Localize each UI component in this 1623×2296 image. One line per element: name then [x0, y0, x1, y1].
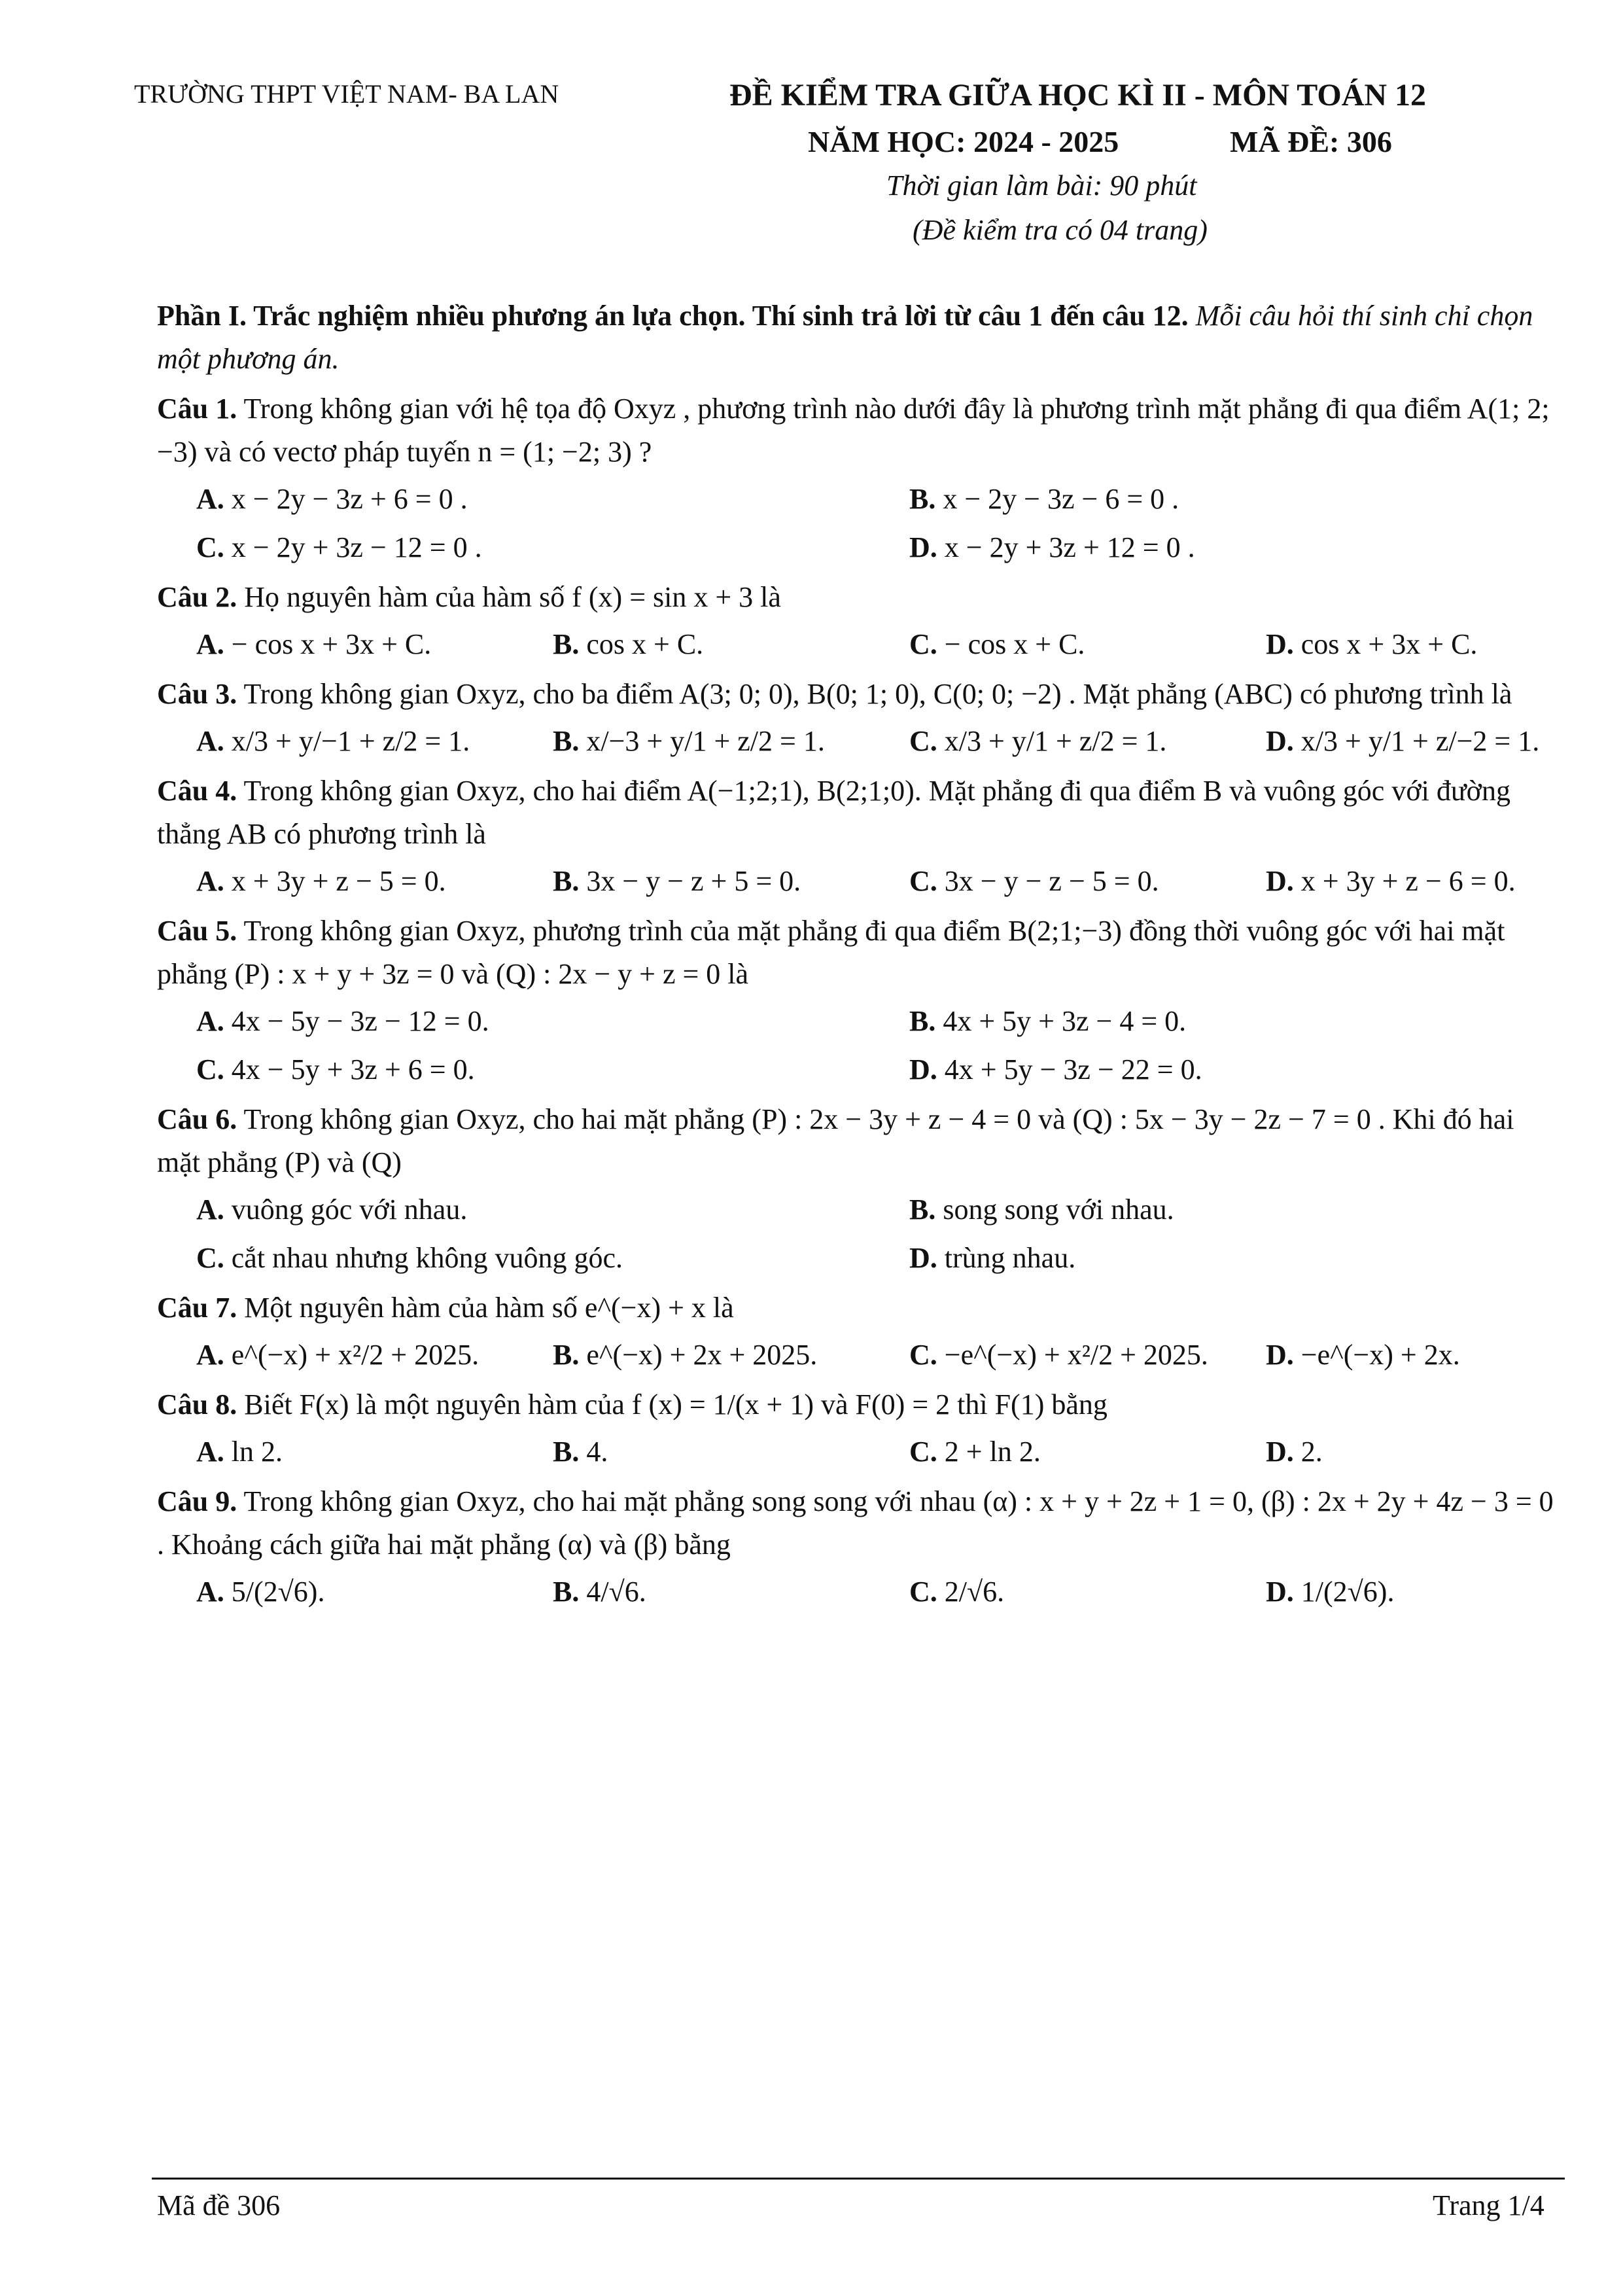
- footer-exam-code: Mã đề 306: [157, 2189, 281, 2221]
- answer-options: [196, 623, 1563, 666]
- option-text: 3x − y − z − 5 = 0.: [944, 865, 1159, 897]
- option-text: x − 2y + 3z − 12 = 0 .: [231, 531, 482, 563]
- option-text: e^(−x) + x²/2 + 2025.: [231, 1339, 480, 1371]
- answer-option[interactable]: [196, 1570, 553, 1614]
- option-text: cos x + 3x + C.: [1300, 628, 1478, 660]
- option-text: 2.: [1300, 1436, 1323, 1468]
- question-text: Trong không gian Oxyz, cho hai mặt phẳng song song với nhau (α) : x + y + 2z + 1 = 0, (β) : 2x + 2y + 4z − 3 = 0 . Khoảng cách giữa hai mặt phẳng (α) và (β) bằng: [157, 1485, 1554, 1561]
- option-text: 3x − y − z + 5 = 0.: [586, 865, 801, 897]
- answer-option[interactable]: [553, 1333, 909, 1377]
- option-letter: C.: [909, 865, 937, 897]
- option-letter: C.: [196, 531, 224, 563]
- option-letter: C.: [909, 1339, 937, 1371]
- answer-option[interactable]: [196, 1237, 909, 1280]
- option-text: 4x + 5y + 3z − 4 = 0.: [943, 1005, 1187, 1037]
- question-2: [157, 576, 1563, 666]
- question-label: Câu 7.: [157, 1292, 237, 1324]
- option-letter: C.: [196, 1242, 224, 1274]
- question-text: Một nguyên hàm của hàm số e^(−x) + x là: [244, 1292, 734, 1324]
- option-letter: B.: [553, 1436, 580, 1468]
- answer-option[interactable]: [909, 1430, 1266, 1474]
- answer-option[interactable]: [909, 526, 1563, 569]
- answer-option[interactable]: [909, 478, 1563, 521]
- question-text: Họ nguyên hàm của hàm số f (x) = sin x + 3 là: [244, 581, 781, 613]
- answer-options: [196, 478, 1563, 569]
- answer-option[interactable]: [909, 623, 1266, 666]
- answer-option[interactable]: [1266, 1570, 1593, 1614]
- section-heading: [157, 294, 1563, 381]
- answer-option[interactable]: [1266, 623, 1593, 666]
- answer-options: [196, 720, 1563, 763]
- answer-option[interactable]: [909, 1048, 1563, 1091]
- footer-page-number: Trang 1/4: [1433, 2189, 1544, 2221]
- option-letter: B.: [553, 1339, 580, 1371]
- option-letter: B.: [909, 1005, 936, 1037]
- answer-option[interactable]: [1266, 720, 1593, 763]
- answer-option[interactable]: [909, 1237, 1563, 1280]
- question-5: [157, 910, 1563, 1091]
- option-text: x + 3y + z − 6 = 0.: [1300, 865, 1516, 897]
- question-text: Trong không gian Oxyz, cho ba điểm A(3; 0; 0), B(0; 1; 0), C(0; 0; −2) . Mặt phẳng (ABC) có phương trình là: [243, 678, 1512, 710]
- option-letter: D.: [1266, 628, 1294, 660]
- option-text: 4x − 5y + 3z + 6 = 0.: [231, 1053, 475, 1086]
- question-label: Câu 5.: [157, 915, 237, 947]
- option-text: x + 3y + z − 5 = 0.: [231, 865, 446, 897]
- option-text: x/3 + y/1 + z/2 = 1.: [944, 725, 1167, 757]
- answer-option[interactable]: [1266, 1333, 1593, 1377]
- option-text: x − 2y − 3z − 6 = 0 .: [943, 483, 1179, 515]
- option-text: x/3 + y/1 + z/−2 = 1.: [1300, 725, 1540, 757]
- option-text: 4.: [586, 1436, 608, 1468]
- question-label: Câu 8.: [157, 1388, 237, 1421]
- option-letter: D.: [909, 531, 937, 563]
- answer-options: [196, 1570, 1563, 1614]
- answer-options: [196, 1430, 1563, 1474]
- option-letter: C.: [909, 725, 937, 757]
- answer-option[interactable]: [196, 1048, 909, 1091]
- answer-option[interactable]: [909, 1570, 1266, 1614]
- question-label: Câu 2.: [157, 581, 237, 613]
- answer-option[interactable]: [196, 1333, 553, 1377]
- option-letter: A.: [196, 1576, 224, 1608]
- answer-option[interactable]: [909, 1333, 1266, 1377]
- answer-option[interactable]: [196, 478, 909, 521]
- option-letter: A.: [196, 725, 224, 757]
- option-text: 2/√6.: [944, 1576, 1005, 1608]
- question-1: [157, 387, 1563, 569]
- option-text: − cos x + 3x + C.: [231, 628, 432, 660]
- option-letter: D.: [1266, 1576, 1294, 1608]
- option-letter: C.: [909, 1436, 937, 1468]
- answer-option[interactable]: [553, 623, 909, 666]
- option-text: 4x − 5y − 3z − 12 = 0.: [231, 1005, 489, 1037]
- answer-options: [196, 1188, 1563, 1280]
- option-text: x − 2y − 3z + 6 = 0 .: [231, 483, 468, 515]
- answer-option[interactable]: [196, 623, 553, 666]
- exam-title: ĐỀ KIỂM TRA GIỮA HỌC KÌ II - MÔN TOÁN 12: [729, 78, 1427, 113]
- option-letter: B.: [553, 1576, 580, 1608]
- question-text: Trong không gian Oxyz, cho hai mặt phẳng (P) : 2x − 3y + z − 4 = 0 và (Q) : 5x − 3y − 2z − 7 = 0 . Khi đó hai mặt phẳng (P) và (Q): [157, 1103, 1514, 1178]
- answer-option[interactable]: [909, 860, 1266, 903]
- option-letter: A.: [196, 1005, 224, 1037]
- option-text: −e^(−x) + 2x.: [1300, 1339, 1460, 1371]
- school-name: TRƯỜNG THPT VIỆT NAM- BA LAN: [134, 79, 559, 109]
- question-7: [157, 1286, 1563, 1377]
- option-letter: B.: [553, 725, 580, 757]
- option-text: 2 + ln 2.: [944, 1436, 1041, 1468]
- answer-option[interactable]: [553, 860, 909, 903]
- answer-option[interactable]: [196, 1000, 909, 1043]
- option-text: e^(−x) + 2x + 2025.: [586, 1339, 818, 1371]
- option-letter: C.: [909, 1576, 937, 1608]
- option-letter: D.: [1266, 725, 1294, 757]
- option-text: x/3 + y/−1 + z/2 = 1.: [231, 725, 470, 757]
- answer-option[interactable]: [909, 1188, 1563, 1231]
- option-text: trùng nhau.: [944, 1242, 1076, 1274]
- option-letter: C.: [909, 628, 937, 660]
- option-text: song song với nhau.: [943, 1193, 1174, 1226]
- question-label: Câu 9.: [157, 1485, 237, 1517]
- question-text: Trong không gian Oxyz, cho hai điểm A(−1;2;1), B(2;1;0). Mặt phẳng đi qua điểm B và vuông góc với đường thẳng AB có phương trình là: [157, 775, 1510, 850]
- answer-option[interactable]: [553, 1570, 909, 1614]
- option-text: 4/√6.: [586, 1576, 646, 1608]
- answer-option[interactable]: [909, 720, 1266, 763]
- answer-options: [196, 1333, 1563, 1377]
- answer-options: [196, 860, 1563, 903]
- option-text: ln 2.: [231, 1436, 283, 1468]
- exam-content: [157, 294, 1563, 1616]
- question-label: Câu 1.: [157, 393, 237, 425]
- option-letter: A.: [196, 628, 224, 660]
- option-text: −e^(−x) + x²/2 + 2025.: [944, 1339, 1208, 1371]
- question-9: [157, 1480, 1563, 1614]
- answer-option[interactable]: [196, 1430, 553, 1474]
- option-letter: A.: [196, 865, 224, 897]
- option-text: 4x + 5y − 3z − 22 = 0.: [944, 1053, 1202, 1086]
- option-text: cos x + C.: [586, 628, 704, 660]
- option-text: cắt nhau nhưng không vuông góc.: [231, 1242, 623, 1274]
- question-text: Trong không gian Oxyz, phương trình của mặt phẳng đi qua điểm B(2;1;−3) đồng thời vuông góc với hai mặt phẳng (P) : x + y + 3z = 0 và (Q) : 2x − y + z = 0 là: [157, 915, 1505, 990]
- option-letter: D.: [1266, 1436, 1294, 1468]
- option-letter: A.: [196, 1193, 224, 1226]
- exam-time: Thời gian làm bài: 90 phút: [886, 169, 1197, 202]
- question-text: Biết F(x) là một nguyên hàm của f (x) = 1/(x + 1) và F(0) = 2 thì F(1) bằng: [244, 1388, 1108, 1421]
- answer-option[interactable]: [196, 526, 909, 569]
- answer-option[interactable]: [196, 860, 553, 903]
- answer-option[interactable]: [1266, 860, 1593, 903]
- option-letter: A.: [196, 483, 224, 515]
- option-letter: B.: [909, 483, 936, 515]
- option-letter: A.: [196, 1339, 224, 1371]
- question-list: [157, 387, 1563, 1614]
- answer-option[interactable]: [553, 720, 909, 763]
- option-text: 5/(2√6).: [231, 1576, 325, 1608]
- question-6: [157, 1098, 1563, 1280]
- section-note: Mỗi câu hỏi thí sinh chỉ chọn một phương án.: [157, 300, 1533, 375]
- option-text: − cos x + C.: [944, 628, 1085, 660]
- option-text: x/−3 + y/1 + z/2 = 1.: [586, 725, 825, 757]
- question-8: [157, 1383, 1563, 1474]
- option-letter: C.: [196, 1053, 224, 1086]
- question-3: [157, 673, 1563, 763]
- option-letter: D.: [1266, 865, 1294, 897]
- option-letter: D.: [1266, 1339, 1294, 1371]
- pages-note: (Đề kiểm tra có 04 trang): [913, 214, 1208, 246]
- option-text: vuông góc với nhau.: [231, 1193, 468, 1226]
- question-label: Câu 4.: [157, 775, 237, 807]
- section-title: Phần I. Trắc nghiệm nhiều phương án lựa chọn. Thí sinh trả lời từ câu 1 đến câu 12.: [157, 300, 1189, 332]
- answer-option[interactable]: [553, 1430, 909, 1474]
- question-text: Trong không gian với hệ tọa độ Oxyz , phương trình nào dưới đây là phương trình mặt phẳng đi qua điểm A(1; 2; −3) và có vectơ pháp tuyến n = (1; −2; 3) ?: [157, 393, 1550, 468]
- option-letter: D.: [909, 1242, 937, 1274]
- answer-options: [196, 1000, 1563, 1091]
- question-4: [157, 769, 1563, 903]
- option-letter: B.: [553, 865, 580, 897]
- question-label: Câu 3.: [157, 678, 237, 710]
- option-text: 1/(2√6).: [1300, 1576, 1395, 1608]
- exam-code: MÃ ĐỀ: 306: [1230, 125, 1392, 158]
- option-text: x − 2y + 3z + 12 = 0 .: [944, 531, 1195, 563]
- answer-option[interactable]: [196, 1188, 909, 1231]
- option-letter: D.: [909, 1053, 937, 1086]
- footer-divider: [152, 2178, 1565, 2180]
- option-letter: B.: [553, 628, 580, 660]
- question-label: Câu 6.: [157, 1103, 237, 1135]
- school-year: NĂM HỌC: 2024 - 2025: [808, 125, 1119, 158]
- answer-option[interactable]: [196, 720, 553, 763]
- option-letter: B.: [909, 1193, 936, 1226]
- answer-option[interactable]: [909, 1000, 1563, 1043]
- option-letter: A.: [196, 1436, 224, 1468]
- answer-option[interactable]: [1266, 1430, 1593, 1474]
